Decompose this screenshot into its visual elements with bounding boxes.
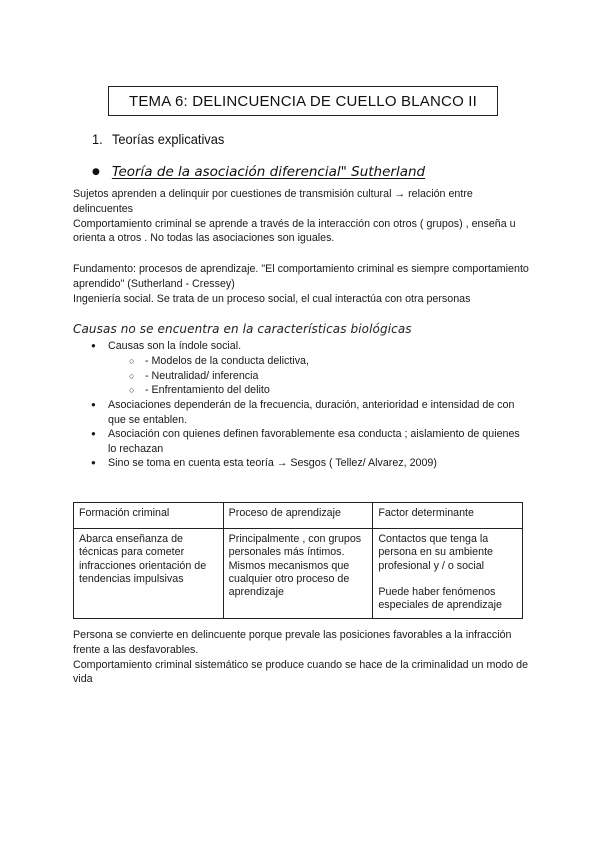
list-item: ● Asociación con quienes definen favorablemente esa conducta ; aislamiento de quienes lo rechazan — [91, 428, 520, 455]
bullet-icon: ● — [91, 458, 96, 468]
sub-list — [129, 354, 309, 398]
circle-bullet-icon: ○ — [129, 370, 135, 381]
paragraph: Persona se convierte en delincuente porque prevale las posiciones favorables a la infracción frente a las desfavorables. — [73, 629, 512, 656]
paragraph-group-2 — [73, 262, 533, 306]
paragraph-group-1 — [73, 187, 533, 246]
bullet-list-2 — [91, 398, 531, 471]
paragraph: Comportamiento criminal sistemático se produce cuando se hace de la criminalidad un modo de vida — [73, 658, 529, 686]
table-header: Formación criminal — [74, 503, 224, 529]
table-cell: Principalmente , con grupos personales más íntimos. Mismos mecanismos que cualquier otro proceso de aprendizaje — [223, 529, 373, 619]
list-item: ● Asociaciones dependerán de la frecuencia, duración, anterioridad e intensidad de con que se entablen. — [91, 399, 515, 426]
cell-text: Contactos que tenga la persona en su ambiente profesional y / o social — [378, 533, 493, 572]
bullet-icon: ● — [92, 167, 100, 177]
paragraph: Comportamiento criminal se aprende a través de la interacción con otros ( grupos) , enseña u orienta a otros . No todas las asociaciones son iguales. — [73, 217, 516, 245]
learning-table — [73, 502, 523, 619]
table-cell: Abarca enseñanza de técnicas para cometer infracciones orientación de tendencias impulsivas — [74, 529, 224, 619]
paragraph-group-3 — [73, 628, 533, 687]
section-label: Teorías explicativas — [111, 131, 225, 147]
table-header-row — [74, 503, 523, 529]
theory-title: Teoría de la asociación diferencial" Sutherland — [111, 164, 426, 180]
bullet-icon: ● — [91, 429, 96, 439]
circle-bullet-icon: ○ — [129, 385, 135, 396]
table-header: Factor determinante — [373, 503, 523, 529]
sub-list-item: ○ - Modelos de la conducta delictiva, — [129, 355, 309, 367]
table-header: Proceso de aprendizaje — [223, 503, 373, 529]
page-title: TEMA 6: DELINCUENCIA DE CUELLO BLANCO II — [108, 86, 498, 116]
list-item: ● Causas son la índole social. — [91, 340, 242, 352]
circle-bullet-icon: ○ — [129, 356, 135, 366]
theory-heading — [92, 164, 425, 180]
sub-list-item: ○ - Enfrentamiento del delito — [129, 384, 270, 397]
paragraph: Ingeniería social. Se trata de un proceso social, el cual interactúa con otra personas — [73, 292, 471, 305]
causas-heading: Causas no se encuentra en la características biológicas — [73, 322, 412, 336]
section-number: 1. — [92, 131, 103, 147]
list-item: ● Sino se toma en cuenta esta teoría → Sesgos ( Tellez/ Alvarez, 2009) — [91, 457, 437, 470]
paragraph: Sujetos aprenden a delinquir por cuestiones de transmisión cultural → relación entre delincuentes — [73, 188, 473, 215]
table-cell — [373, 529, 523, 619]
bullet-icon: ● — [91, 400, 96, 409]
bullet-icon: ● — [91, 341, 96, 350]
bullet-list-1 — [91, 339, 531, 354]
sub-list-item: ○ - Neutralidad/ inferencia — [129, 369, 259, 382]
table-row — [74, 529, 523, 619]
cell-text: Puede haber fenómenos especiales de aprendizaje — [378, 585, 502, 612]
paragraph: Fundamento: procesos de aprendizaje. "El comportamiento criminal es siempre comportamiento aprendido" (Sutherland - Cressey) — [73, 263, 529, 290]
section-heading — [92, 131, 224, 147]
